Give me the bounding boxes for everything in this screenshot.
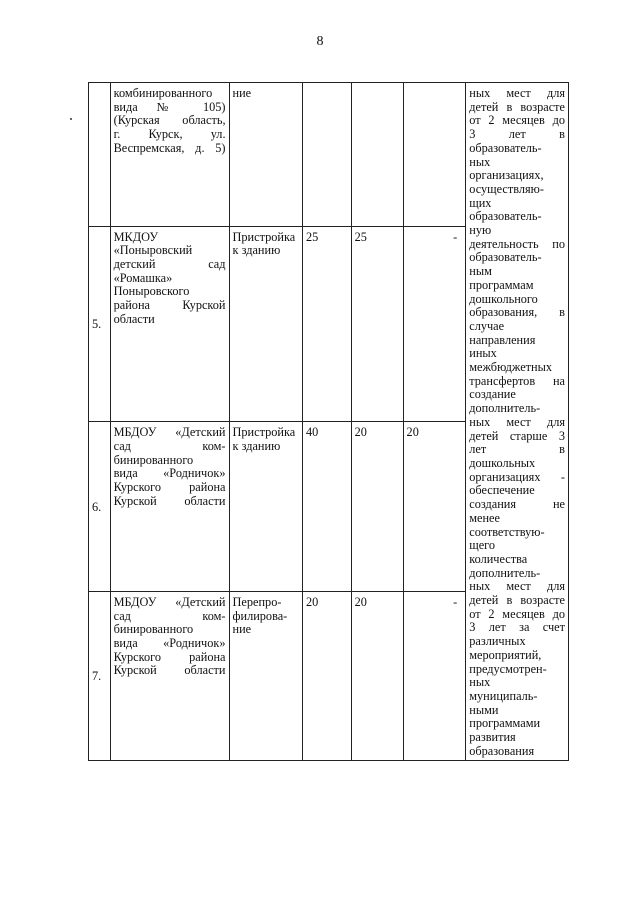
- value-v2: 25: [351, 226, 403, 422]
- page-number: 8: [316, 34, 324, 49]
- note-line: образования: [469, 743, 535, 758]
- value-v3: -: [403, 226, 466, 422]
- table-row: [89, 83, 569, 227]
- note-line: программам: [469, 277, 534, 292]
- note-line: детей старше 3: [469, 428, 565, 443]
- note-line: дополнитель-: [469, 565, 541, 580]
- note-line: ных: [469, 154, 491, 169]
- note-line: менее: [469, 510, 500, 525]
- note-line: развития: [469, 730, 516, 745]
- scan-speck: [70, 118, 72, 120]
- cell-line: «Ромашка»: [113, 270, 173, 285]
- cell-line: ние: [232, 622, 252, 637]
- value-v2: 20: [351, 591, 403, 761]
- value-v3: -: [403, 591, 466, 761]
- cell-line: Пристройка: [232, 425, 296, 440]
- note-line: иных: [469, 346, 497, 361]
- work-type: [229, 83, 303, 227]
- note-line: ных мест для: [469, 414, 565, 429]
- value-v1: 25: [303, 226, 352, 422]
- note-line: образователь-: [469, 140, 542, 155]
- value-v1: 20: [303, 591, 352, 761]
- note-line: мероприятий,: [469, 647, 542, 662]
- row-number: 7.: [89, 591, 111, 761]
- work-type: [229, 591, 303, 761]
- note-line: трансфертов на: [469, 373, 565, 388]
- cell-line: г. Курск, ул.: [113, 127, 226, 142]
- cell-line: сад ком-: [113, 608, 226, 623]
- cell-line: детский сад: [113, 256, 226, 271]
- row-number: [89, 83, 111, 227]
- cell-line: «Поныровский: [113, 243, 193, 258]
- note-line: случае: [469, 318, 505, 333]
- note-line: ных: [469, 675, 491, 690]
- cell-line: бинированного: [113, 622, 194, 637]
- cell-line: комбинированного: [113, 86, 213, 100]
- cell-line: области: [113, 311, 155, 326]
- institution-name: [110, 83, 229, 227]
- note-line: ным: [469, 264, 492, 279]
- value-v1: 40: [303, 422, 352, 592]
- work-type: [229, 226, 303, 422]
- cell-line: к зданию: [232, 243, 281, 258]
- institution-name: [110, 226, 229, 422]
- cell-line: Курской области: [113, 493, 226, 508]
- cell-line: вида «Родничок»: [113, 466, 226, 481]
- cell-line: Перепро-: [232, 594, 282, 609]
- cell-line: МБДОУ «Детский: [113, 425, 226, 440]
- note-line: деятельность по: [469, 236, 565, 251]
- value-v3: 20: [403, 422, 466, 592]
- cell-line: МКДОУ: [113, 229, 159, 244]
- cell-line: МБДОУ «Детский: [113, 594, 226, 609]
- note-line: направления: [469, 332, 536, 347]
- cell-line: Поныровского: [113, 284, 190, 299]
- note-line: создание: [469, 387, 516, 402]
- note-line: от 2 месяцев до: [469, 606, 565, 621]
- note-line: количества: [469, 551, 528, 566]
- institution-name: [110, 591, 229, 761]
- note-line: муниципаль-: [469, 688, 538, 703]
- note-line: дошкольного: [469, 291, 538, 306]
- cell-line: Пристройка: [232, 229, 296, 244]
- row-number: 5.: [89, 226, 111, 422]
- cell-line: (Курская область,: [113, 113, 226, 128]
- note-line: организациях,: [469, 168, 544, 183]
- note-line: ных мест для: [469, 86, 565, 100]
- note-line: ных мест для: [469, 579, 565, 594]
- note-line: детей в возрасте: [469, 593, 565, 608]
- cell-line: вида «Родничок»: [113, 635, 226, 650]
- value-v2: 20: [351, 422, 403, 592]
- note-line: образования, в: [469, 305, 565, 320]
- note-line: щих: [469, 195, 492, 210]
- note-cell: [466, 83, 569, 761]
- note-line: образователь-: [469, 209, 542, 224]
- note-line: обеспечение: [469, 483, 535, 498]
- note-line: щего: [469, 538, 496, 553]
- cell-line: бинированного: [113, 452, 194, 467]
- cell-line: сад ком-: [113, 438, 226, 453]
- note-line: детей в возрасте: [469, 99, 565, 114]
- note-line: программами: [469, 716, 541, 731]
- institutions-table: [88, 82, 569, 761]
- row-number: 6.: [89, 422, 111, 592]
- cell-line: Курского района: [113, 480, 226, 495]
- note-line: организациях -: [469, 469, 565, 484]
- cell-line: ние: [232, 86, 252, 100]
- note-line: ную: [469, 223, 492, 238]
- note-line: межбюджетных: [469, 360, 553, 375]
- note-line: от 2 месяцев до: [469, 113, 565, 128]
- note-line: 3 лет в: [469, 127, 565, 142]
- cell-line: Курского района: [113, 649, 226, 664]
- note-line: дошкольных: [469, 455, 536, 470]
- note-line: предусмотрен-: [469, 661, 547, 676]
- note-line: осуществляю-: [469, 181, 544, 196]
- cell-line: Веспремская, д. 5): [113, 140, 226, 155]
- institution-name: [110, 422, 229, 592]
- note-line: ными: [469, 702, 499, 717]
- note-line: различных: [469, 634, 526, 649]
- note-line: дополнитель-: [469, 401, 541, 416]
- cell-line: филирова-: [232, 608, 288, 623]
- note-line: создания не: [469, 497, 565, 512]
- cell-line: района Курской: [113, 298, 226, 313]
- cell-line: Курской области: [113, 663, 226, 678]
- cell-line: к зданию: [232, 438, 281, 453]
- value-v3: [403, 83, 466, 227]
- cell-line: вида № 105): [113, 99, 226, 114]
- note-line: лет в: [469, 442, 565, 457]
- value-v2: [351, 83, 403, 227]
- note-line: образователь-: [469, 250, 542, 265]
- work-type: [229, 422, 303, 592]
- note-line: соответствую-: [469, 524, 545, 539]
- note-line: 3 лет за счет: [469, 620, 565, 635]
- value-v1: [303, 83, 352, 227]
